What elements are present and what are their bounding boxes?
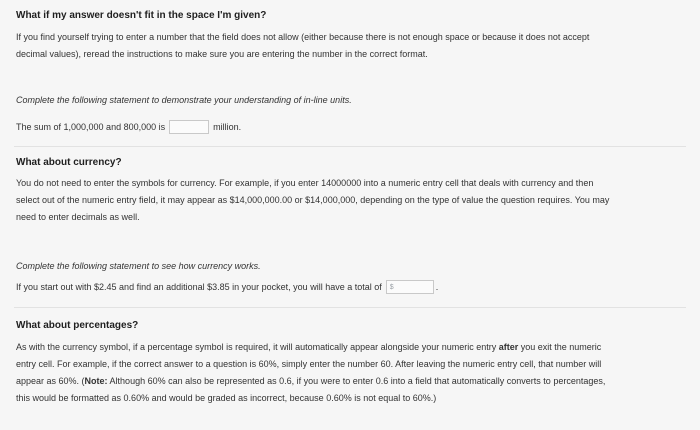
percent-line-1-bold: after xyxy=(498,342,519,352)
divider xyxy=(14,146,686,147)
currency-paragraph xyxy=(16,175,686,226)
units-answer-input[interactable] xyxy=(169,120,209,134)
divider xyxy=(14,307,686,308)
percent-note-label: Note: xyxy=(84,376,108,386)
units-prompt: Complete the following statement to demonstrate your understanding of in-line units. xyxy=(16,95,352,105)
space-paragraph xyxy=(16,29,686,63)
space-line-2: decimal values), reread the instructions to make sure you are entering the number in the correct format. xyxy=(16,49,428,59)
space-heading: What if my answer doesn't fit in the space I'm given? xyxy=(16,10,267,21)
percent-line-1-tail: you exit the numeric xyxy=(518,342,602,352)
currency-section xyxy=(16,157,686,168)
percent-section xyxy=(16,320,686,331)
units-statement-text: The sum of 1,000,000 and 800,000 is xyxy=(16,122,166,132)
currency-statement-suffix: . xyxy=(435,282,439,292)
percent-line-3-text: appear as 60%. ( xyxy=(16,376,85,386)
dollar-sign-icon: $ xyxy=(389,283,394,291)
percent-line-3 xyxy=(16,373,686,390)
percent-line-3-tail: Although 60% can also be represented as 0.6, if you were to enter 0.6 into a field that automatically converts to percentages, xyxy=(107,376,606,386)
units-statement-suffix: million. xyxy=(213,122,242,132)
units-statement xyxy=(16,120,686,134)
currency-statement-text: If you start out with $2.45 and find an additional $3.85 in your pocket, you will have a total of xyxy=(16,282,382,292)
percent-paragraph xyxy=(16,339,686,407)
percent-heading: What about percentages? xyxy=(16,320,139,331)
currency-line-3: need to enter decimals as well. xyxy=(16,212,140,222)
currency-heading: What about currency? xyxy=(16,157,122,168)
space-line-1: If you find yourself trying to enter a number that the field does not allow (either because there is not enough space or because it does not accept xyxy=(16,32,590,42)
percent-line-1 xyxy=(16,339,686,356)
percent-line-4: this would be formatted as 0.60% and would be graded as incorrect, because 0.60% is not equal to 60%.) xyxy=(16,393,437,403)
space-section xyxy=(16,10,686,21)
currency-answer-input[interactable] xyxy=(386,280,434,294)
currency-statement xyxy=(16,280,686,294)
currency-prompt: Complete the following statement to see how currency works. xyxy=(16,261,261,271)
percent-line-2: entry cell. For example, if the correct answer to a question is 60%, simply enter the number 60. After leaving the numeric entry cell, that number will xyxy=(16,359,602,369)
currency-line-1: You do not need to enter the symbols for currency. For example, if you enter 14000000 into a numeric entry cell that deals with currency and then xyxy=(16,178,594,188)
percent-line-1-text: As with the currency symbol, if a percentage symbol is required, it will automatically appear alongside your numeric entry xyxy=(16,342,499,352)
currency-line-2: select out of the numeric entry field, it may appear as $14,000,000.00 or $14,000,000, depending on the type of value the question requires. You may xyxy=(16,195,610,205)
